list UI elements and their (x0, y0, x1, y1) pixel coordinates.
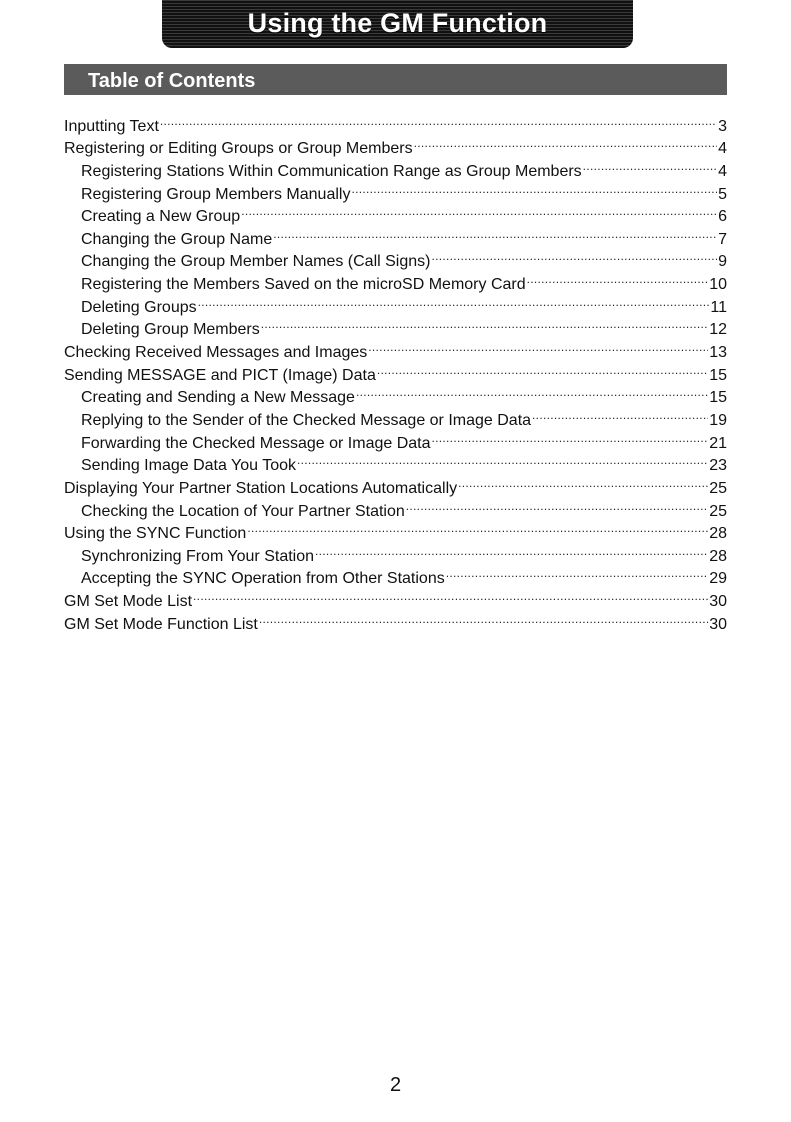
toc-entry[interactable] (64, 108, 727, 135)
toc-entry-page: 3 (718, 117, 727, 135)
toc-entry-title: Checking Received Messages and Images (64, 344, 368, 362)
toc-entry-title: Inputting Text (64, 117, 159, 135)
toc-entry-title: Changing the Group Member Names (Call Signs) (81, 253, 431, 271)
table-of-contents (64, 108, 727, 633)
toc-dot-leader (368, 334, 708, 357)
toc-entry-page: 4 (718, 162, 727, 180)
toc-dot-leader (351, 176, 717, 199)
toc-entry-page: 21 (709, 434, 727, 452)
page-number: 2 (389, 1074, 402, 1096)
toc-entry-title: Sending MESSAGE and PICT (Image) Data (64, 366, 376, 384)
page-title: Using the GM Function (247, 7, 548, 38)
toc-dot-leader (458, 470, 708, 493)
toc-dot-leader (431, 244, 717, 267)
toc-entry-page: 19 (709, 411, 727, 429)
toc-entry-title: Registering Group Members Manually (81, 185, 351, 203)
toc-entry-page: 10 (709, 276, 727, 294)
toc-entry-page: 12 (709, 321, 727, 339)
toc-entry-title: Creating a New Group (81, 208, 241, 226)
toc-dot-leader (414, 131, 718, 154)
section-header-bar (64, 64, 727, 95)
toc-entry-title: Sending Image Data You Took (81, 457, 296, 475)
toc-entry-page: 28 (709, 525, 727, 543)
toc-dot-leader (583, 153, 717, 176)
toc-entry-page: 25 (709, 502, 727, 520)
toc-entry-title: Creating and Sending a New Message (81, 389, 355, 407)
toc-dot-leader (377, 357, 708, 380)
toc-dot-leader (527, 266, 709, 289)
toc-dot-leader (406, 493, 708, 516)
toc-dot-leader (241, 199, 717, 222)
toc-entry-page: 29 (709, 570, 727, 588)
toc-dot-leader (297, 448, 708, 471)
header-banner (162, 0, 633, 48)
toc-entry-page: 9 (718, 253, 727, 271)
toc-dot-leader (198, 289, 710, 312)
toc-entry-page: 7 (718, 230, 727, 248)
toc-entry-title: Checking the Location of Your Partner Station (81, 502, 405, 520)
toc-dot-leader (446, 561, 708, 584)
toc-entry-page: 25 (709, 479, 727, 497)
section-title: Table of Contents (88, 70, 256, 92)
toc-entry-page: 5 (718, 185, 727, 203)
toc-entry-title: GM Set Mode List (64, 593, 193, 611)
toc-dot-leader (193, 583, 708, 606)
toc-entry-title: Displaying Your Partner Station Locations Automatically (64, 479, 458, 497)
toc-entry-title: Using the SYNC Function (64, 525, 247, 543)
toc-entry-page: 28 (709, 547, 727, 565)
toc-entry-title: Registering the Members Saved on the microSD Memory Card (81, 276, 526, 294)
toc-entry-page: 15 (709, 389, 727, 407)
toc-entry-page: 15 (709, 366, 727, 384)
toc-dot-leader (261, 312, 708, 335)
toc-entry-page: 30 (709, 593, 727, 611)
toc-dot-leader (259, 606, 708, 629)
toc-entry-page: 11 (710, 298, 727, 316)
toc-dot-leader (432, 425, 709, 448)
toc-entry-page: 13 (709, 344, 727, 362)
toc-entry-title: Synchronizing From Your Station (81, 547, 315, 565)
toc-dot-leader (315, 538, 708, 561)
toc-entry-page: 4 (718, 140, 727, 158)
toc-entry-title: Registering or Editing Groups or Group Members (64, 140, 413, 158)
toc-entry-title: Registering Stations Within Communication Range as Group Members (81, 162, 582, 180)
toc-dot-leader (273, 221, 717, 244)
toc-entry-title: Forwarding the Checked Message or Image Data (81, 434, 431, 452)
toc-entry-title: Deleting Groups (81, 298, 197, 316)
toc-dot-leader (160, 108, 717, 131)
toc-dot-leader (356, 380, 708, 403)
toc-entry-title: Accepting the SYNC Operation from Other Stations (81, 570, 445, 588)
toc-entry-title: GM Set Mode Function List (64, 615, 258, 633)
toc-entry-title: Changing the Group Name (81, 230, 273, 248)
toc-entry-page: 30 (709, 615, 727, 633)
toc-entry-page: 23 (709, 457, 727, 475)
toc-entry-title: Replying to the Sender of the Checked Message or Image Data (81, 411, 532, 429)
toc-dot-leader (532, 402, 708, 425)
toc-dot-leader (247, 516, 708, 539)
toc-entry-title: Deleting Group Members (81, 321, 260, 339)
toc-entry-page: 6 (718, 208, 727, 226)
toc-entry[interactable] (64, 131, 727, 158)
